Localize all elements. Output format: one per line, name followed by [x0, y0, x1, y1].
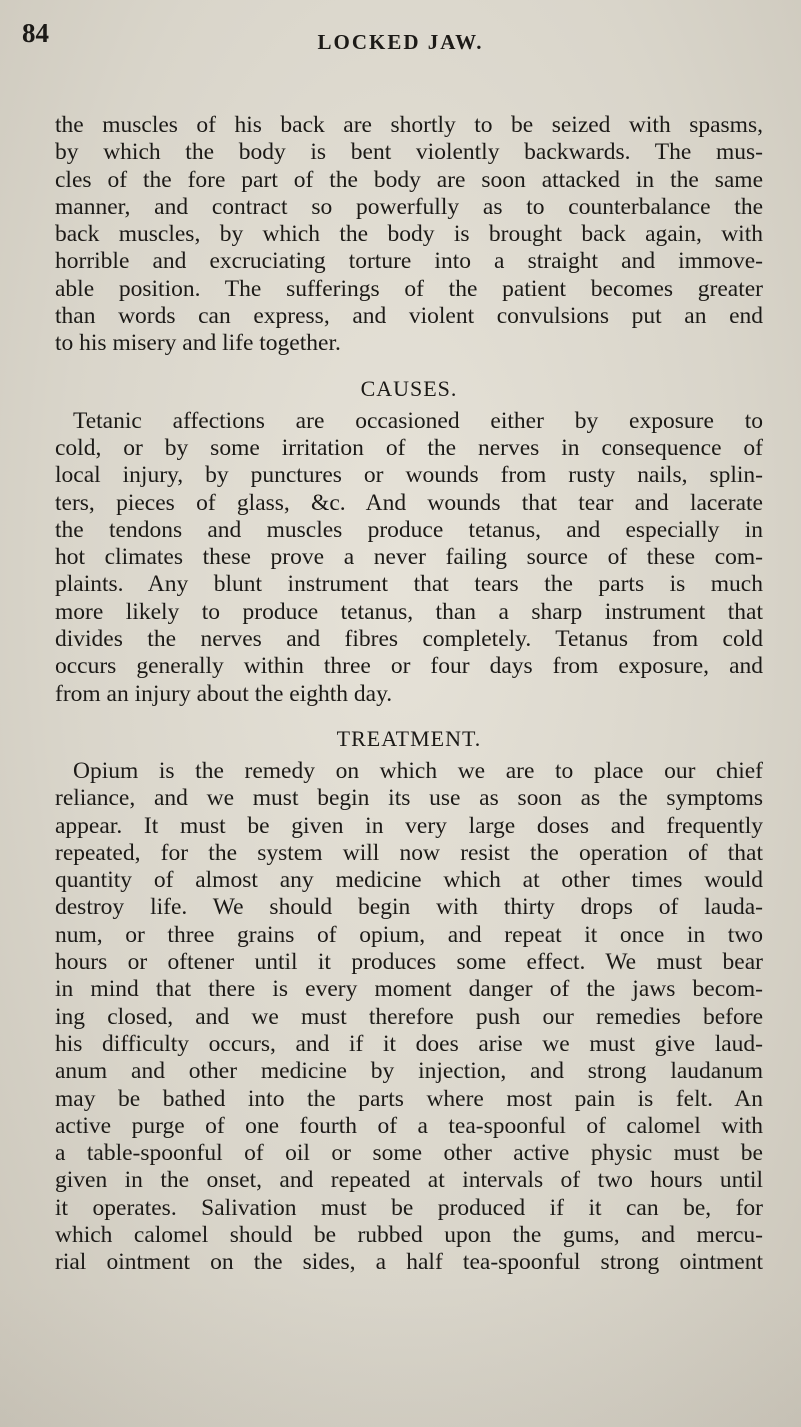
text-line: the tendons and muscles produce tetanus, and especially in — [55, 516, 763, 543]
causes-paragraph — [55, 408, 763, 708]
text-line: the muscles of his back are shortly to be seized with spasms, — [55, 112, 763, 138]
text-line: destroy life. We should begin with thirty drops of lauda- — [55, 894, 763, 921]
text-line: manner, and contract so powerfully as to counterbalance the — [55, 193, 763, 220]
text-line: than words can express, and violent convulsions put an end — [55, 303, 763, 330]
text-line: able position. The sufferings of the patient becomes greater — [55, 275, 763, 302]
paragraph-continuation — [55, 112, 763, 358]
text-line: quantity of almost any medicine which at other times would — [55, 867, 763, 894]
text-line: back muscles, by which the body is brought back again, with — [55, 221, 763, 248]
text-line: in mind that there is every moment danger of the jaws becom- — [55, 976, 763, 1003]
text-line: hours or oftener until it produces some effect. We must bear — [55, 949, 763, 976]
text-line: it operates. Salivation must be produced if it can be, for — [55, 1194, 763, 1221]
body-text — [55, 112, 763, 1277]
text-line: hot climates these prove a never failing source of these com- — [55, 544, 763, 571]
text-line: cold, or by some irritation of the nerves in consequence of — [55, 434, 763, 461]
text-line: a table-spoonful of oil or some other active physic must be — [55, 1140, 763, 1167]
text-line: to his misery and life together. — [55, 330, 341, 357]
text-line: by which the body is bent violently backwards. The mus- — [55, 139, 763, 166]
text-line: appear. It must be given in very large doses and frequently — [55, 812, 763, 839]
text-line: Opium is the remedy on which we are to place our chief — [73, 757, 763, 784]
text-line: reliance, and we must begin its use as soon as the symptoms — [55, 785, 763, 812]
text-line: cles of the fore part of the body are soon attacked in the same — [55, 166, 763, 193]
causes-heading: CAUSES. — [360, 375, 458, 401]
text-line: Tetanic affections are occasioned either by exposure to — [73, 407, 763, 434]
text-line: more likely to produce tetanus, than a sharp instrument that — [55, 598, 763, 625]
text-line: ters, pieces of glass, &c. And wounds that tear and lacerate — [55, 489, 763, 516]
text-line: active purge of one fourth of a tea-spoonful of calomel with — [55, 1112, 763, 1139]
text-line: rial ointment on the sides, a half tea-spoonful strong ointment — [55, 1249, 763, 1276]
text-line: ing closed, and we must therefore push our remedies before — [55, 1003, 763, 1030]
text-line: repeated, for the system will now resist the operation of that — [55, 839, 763, 866]
text-line: horrible and excruciating torture into a straight and immove- — [55, 248, 763, 275]
text-line: given in the onset, and repeated at intervals of two hours until — [55, 1167, 763, 1194]
treatment-paragraph — [55, 758, 763, 1277]
text-line: local injury, by punctures or wounds from rusty nails, splin- — [55, 462, 763, 489]
text-line: num, or three grains of opium, and repeat it once in two — [55, 921, 763, 948]
treatment-heading: TREATMENT. — [336, 725, 482, 751]
text-line: from an injury about the eighth day. — [55, 680, 393, 707]
text-line: divides the nerves and fibres completely. Tetanus from cold — [55, 626, 763, 653]
text-line: occurs generally within three or four days from exposure, and — [55, 653, 763, 680]
text-line: anum and other medicine by injection, and strong laudanum — [55, 1058, 763, 1085]
text-line: which calomel should be rubbed upon the gums, and mercu- — [55, 1221, 763, 1248]
page-number: 84 — [22, 18, 49, 48]
text-line: plaints. Any blunt instrument that tears the parts is much — [55, 571, 763, 598]
page-shadow — [0, 1280, 801, 1427]
text-line: may be bathed into the parts where most pain is felt. An — [55, 1085, 763, 1112]
text-line: his difficulty occurs, and if it does arise we must give laud- — [55, 1030, 763, 1057]
running-head: LOCKED JAW. — [317, 30, 484, 54]
